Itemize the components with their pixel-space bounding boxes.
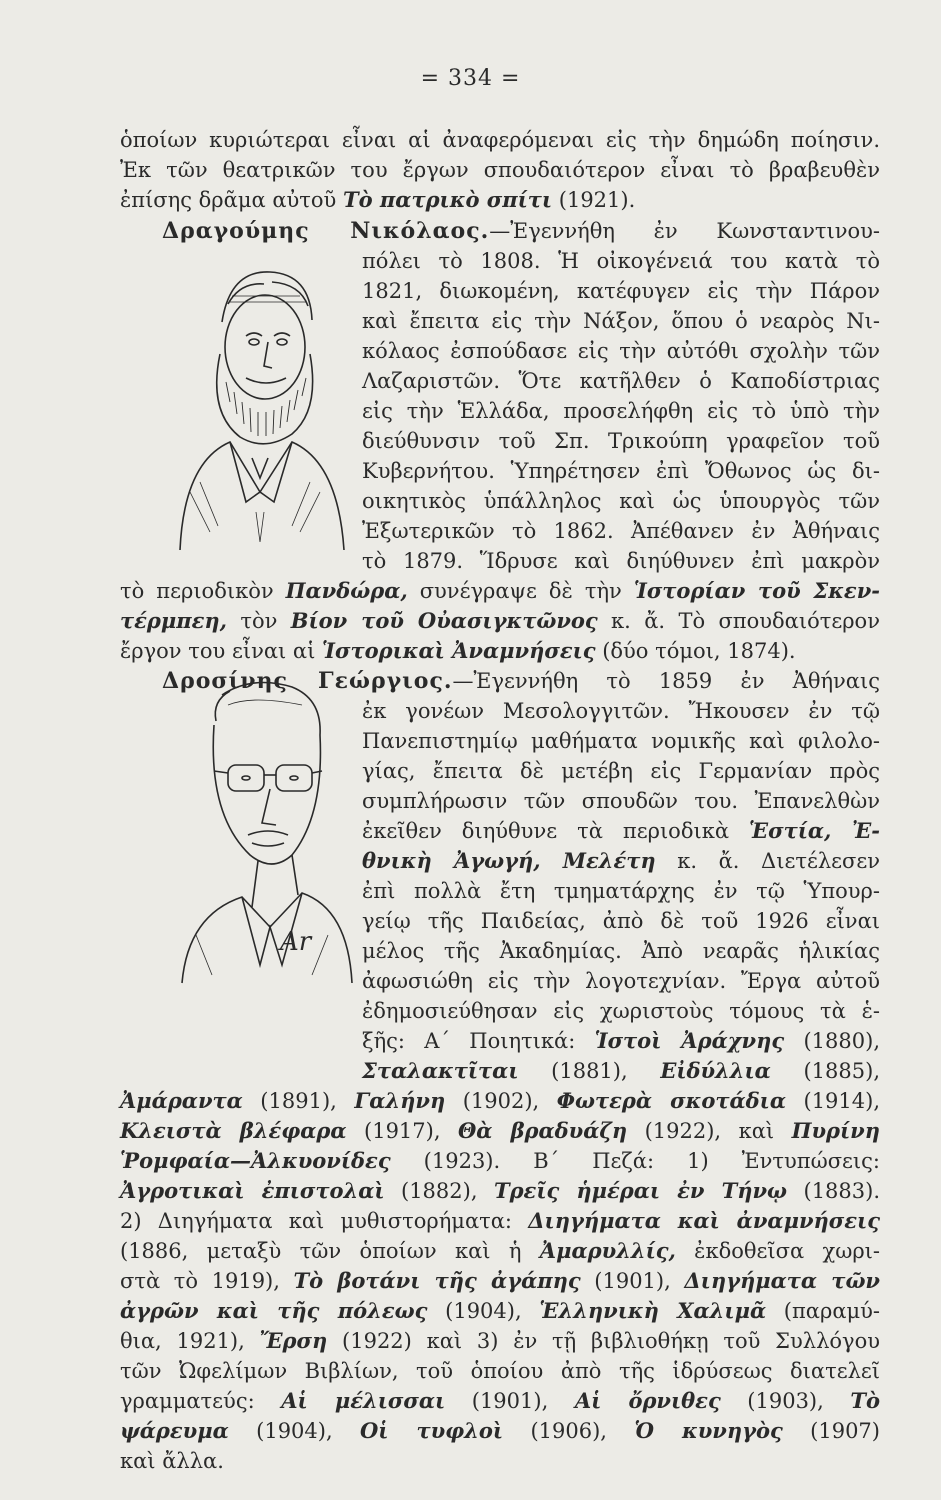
work-title: ψάρευμα [120,1418,229,1443]
work-title: Ἔρση [259,1328,328,1353]
text-line [120,1236,880,1266]
text-line [120,576,880,606]
text-line [362,786,880,816]
text-line [362,846,880,876]
text-span: ἐπίσης δρᾶμα αὐτοῦ [120,188,343,212]
text-line [120,1176,880,1206]
work-title: Θὰ βραδυάζη [458,1118,628,1143]
text-span: —Ἐγεννήθη τὸ 1859 ἐν Ἀθήναις [452,669,880,693]
text-line [362,756,880,786]
text-line [362,396,880,426]
text-line [120,1116,880,1146]
text-span: καὶ ἄλλα. [120,1449,224,1473]
text-span: Πανεπιστημίῳ μαθήματα νομικῆς καὶ φιλολο- [362,729,880,753]
text-line [362,306,880,336]
text-span: μέλος τῆς Ἀκαδημίας. Ἀπὸ νεαρᾶς ἡλικίας [362,939,880,963]
text-span: (1923). Β΄ Πεζά: 1) Ἐντυπώσεις: [390,1149,880,1173]
text-span: (1904), [228,1419,361,1443]
text-line [362,426,880,456]
text-line [362,906,880,936]
text-span: Κυβερνήτου. Ὑπηρέτησεν ἐπὶ Ὄθωνος ὡς δι- [362,459,880,483]
text-line [362,246,880,276]
text-span: (1917), [346,1119,459,1143]
text-line [362,966,880,996]
artist-signature: Ar [280,927,312,957]
text-line [362,726,880,756]
text-line [120,1446,880,1476]
work-title: Ἱστορίαν τοῦ Σκεν- [633,578,880,603]
text-line [362,816,880,846]
text-span: (1907) [782,1419,880,1443]
text-line [362,516,880,546]
text-line [362,1026,880,1056]
text-line [362,696,880,726]
text-span: ἐκ γονέων Μεσολογγιτῶν. Ἤκουσεν ἐν τῷ [362,699,880,723]
work-title: Ἱστοὶ Ἀράχνης [594,1028,785,1053]
text-span: (1881), [518,1059,661,1083]
text-span: (δύο τόμοι, 1874). [595,639,796,663]
work-title: Τρεῖς ἡμέραι ἐν Τήνῳ [493,1178,788,1203]
text-span: (1885), [770,1059,880,1083]
text-line [162,216,880,246]
text-span: κ. ἄ. Τὸ σπουδαιότερον [597,609,880,633]
text-line [162,666,880,696]
text-span: (1882), [384,1179,494,1203]
text-span: Λαζαριστῶν. Ὅτε κατῆλθεν ὁ Καποδίστριας [362,369,880,393]
portrait-drosinis [152,665,362,995]
text-span: διεύθυνσιν τοῦ Σπ. Τρικούπη γραφεῖον τοῦ [362,429,880,453]
text-span: (παραμύ- [766,1299,881,1323]
text-span: ξῆς: Α΄ Ποιητικά: [362,1029,595,1053]
text-span: 1821, διωκομένη, κατέφυγεν εἰς τὴν Πάρον [362,279,880,303]
text-span: κ. ἄ. Διετέλεσεν [655,849,880,873]
work-title: Διηγήματα τῶν [684,1268,881,1293]
text-span: συνέγραψε δὲ τὴν [407,579,634,603]
text-span: ἐδημοσιεύθησαν εἰς χωριστοὺς τόμους τὰ ἑ- [362,999,880,1023]
work-title: Εἰδύλλια [660,1058,771,1083]
entry-name: Δραγούμης Νικόλαος. [162,218,490,244]
text-span: ἐκδοθεῖσα χωρι- [675,1239,880,1263]
text-span: (1902), [445,1089,557,1113]
work-title: Τὸ βοτάνι τῆς ἀγάπης [293,1268,581,1293]
text-span: 2) Διηγήματα καὶ μυθιστορήματα: [120,1209,529,1233]
text-line [362,936,880,966]
text-span: γίας, ἔπειτα δὲ μετέβη εἰς Γερμανίαν πρὸς [362,759,880,783]
text-line [362,996,880,1026]
text-span: κόλαος ἐσπούδασε εἰς τὴν αὐτόθι σχολὴν τῶν [362,339,880,363]
text-span: (1904), [427,1299,540,1323]
text-line [120,1086,880,1116]
text-span: (1921). [552,188,636,212]
text-span: θια, 1921), [120,1329,260,1353]
text-span: εἰς τὴν Ἑλλάδα, προσελήφθη εἰς τὸ ὑπὸ τὴν [362,399,880,423]
text-line [362,1056,880,1086]
work-title: Ἀμάραντα [120,1088,243,1113]
entry-name: Δροσίνης Γεώργιος. [162,668,453,694]
text-span: (1883). [787,1179,881,1203]
text-span: (1903), [720,1389,851,1413]
work-title: Διηγήματα καὶ ἀναμνήσεις [528,1208,880,1233]
work-title: Πανδώρα, [285,578,408,603]
work-title: Ἀμαρυλλίς, [539,1238,676,1263]
text-line [120,125,880,155]
work-title: Κλειστὰ βλέφαρα [120,1118,347,1143]
text-span: ὁποίων κυριώτεραι εἶναι αἱ ἀναφερόμεναι εἰς τὴν δημώδη ποίησιν. [120,128,880,152]
text-span: (1922) καὶ 3) ἐν τῇ βιβλιοθήκῃ τοῦ Συλλόγου [327,1329,880,1353]
text-span: (1880), [784,1029,880,1053]
text-line [362,486,880,516]
text-span: τὸν [226,609,291,633]
text-span: Ἐκ τῶν θεατρικῶν του ἔργων σπουδαιότερον εἶναι τὸ βραβευθὲν [120,158,880,182]
text-span: γραμματεύς: [120,1389,282,1413]
work-title: Φωτερὰ σκοτάδια [556,1088,787,1113]
text-span: στὰ τὸ 1919), [120,1269,294,1293]
text-span: τὸ περιοδικὸν [120,579,286,603]
text-span: (1901), [445,1389,575,1413]
text-span: (1886, μεταξὺ τῶν ὁποίων καὶ ἡ [120,1239,540,1263]
work-title: Γαλήνη [354,1088,446,1113]
work-title: Ῥομφαία—Ἀλκυονίδες [120,1148,391,1173]
text-line [362,546,880,576]
page-number: = 334 = [420,66,521,91]
work-title: Τὸ [850,1388,880,1413]
work-title: Ἱστορικαὶ Ἀναμνήσεις [322,638,596,663]
work-title: Βίον τοῦ Οὐασιγκτῶνος [290,608,598,633]
text-line [120,185,880,215]
work-title: Ἑστία, Ἐ- [749,818,880,843]
work-title: Αἱ μέλισσαι [281,1388,446,1413]
text-line [362,276,880,306]
text-span: (1891), [242,1089,355,1113]
text-span: (1922), καὶ [627,1119,792,1143]
text-line [120,1416,880,1446]
text-line [362,336,880,366]
work-title: Οἱ τυφλοὶ [360,1418,504,1443]
text-span: (1914), [786,1089,881,1113]
work-title: ἀγρῶν καὶ τῆς πόλεως [120,1298,428,1323]
work-title: Πυρίνη [791,1118,881,1143]
text-span: τῶν Ὠφελίμων Βιβλίων, τοῦ ὁποίου ἀπὸ τῆς ἱδρύσεως διατελεῖ [120,1359,880,1383]
text-span: (1906), [503,1419,635,1443]
text-span: ἐπὶ πολλὰ ἔτη τμηματάρχης ἐν τῷ Ὑπουρ- [362,879,880,903]
text-span: Ἐξωτερικῶν τὸ 1862. Ἀπέθανεν ἐν Ἀθήναις [362,519,880,543]
text-span: συμπλήρωσιν τῶν σπουδῶν του. Ἐπανελθὼν [362,789,880,813]
work-title: Ἑλληνικὴ Χαλιμᾶ [539,1298,767,1323]
text-span: οικητικὸς ὑπάλληλος καὶ ὡς ὑπουργὸς τῶν [362,489,880,513]
work-title: Τὸ πατρικὸ σπίτι [342,187,553,212]
text-line [120,1146,880,1176]
work-title: Ἀγροτικαὶ ἐπιστολαὶ [120,1178,385,1203]
portrait-dragoumis [160,262,360,552]
text-span: καὶ ἔπειτα εἰς τὴν Νάξον, ὅπου ὁ νεαρὸς Νι- [362,309,880,333]
text-line [120,636,880,666]
text-span: ἀφωσιώθη εἰς τὴν λογοτεχνίαν. Ἔργα αὐτοῦ [362,969,880,993]
text-line [362,366,880,396]
text-span: —Ἐγεννήθη ἐν Κωνσταντινου- [489,219,881,243]
text-span: τὸ 1879. Ἵδρυσε καὶ διηύθυνεν ἐπὶ μακρὸν [362,549,880,573]
text-line [120,1326,880,1356]
text-line [120,1206,880,1236]
work-title: Ὁ κυνηγὸς [634,1418,783,1443]
text-line [120,606,880,636]
text-line [120,1266,880,1296]
work-title: τέρμπεη, [120,608,227,633]
work-title: θνικὴ Ἀγωγή, Μελέτη [362,848,656,873]
text-line [120,1296,880,1326]
text-span: (1901), [580,1269,685,1293]
text-line [362,456,880,486]
text-line [120,1356,880,1386]
text-span: ἔργον του εἶναι αἱ [120,639,323,663]
work-title: Αἱ ὄρνιθες [574,1388,721,1413]
text-line [120,1386,880,1416]
text-span: γείῳ τῆς Παιδείας, ἀπὸ δὲ τοῦ 1926 εἶναι [362,909,880,933]
text-span: πόλει τὸ 1808. Ἡ οἰκογένειά του κατὰ τὸ [362,249,880,273]
text-line [362,876,880,906]
text-line [120,155,880,185]
text-span: ἐκεῖθεν διηύθυνε τὰ περιοδικὰ [362,819,750,843]
work-title: Σταλακτῖται [362,1058,519,1083]
